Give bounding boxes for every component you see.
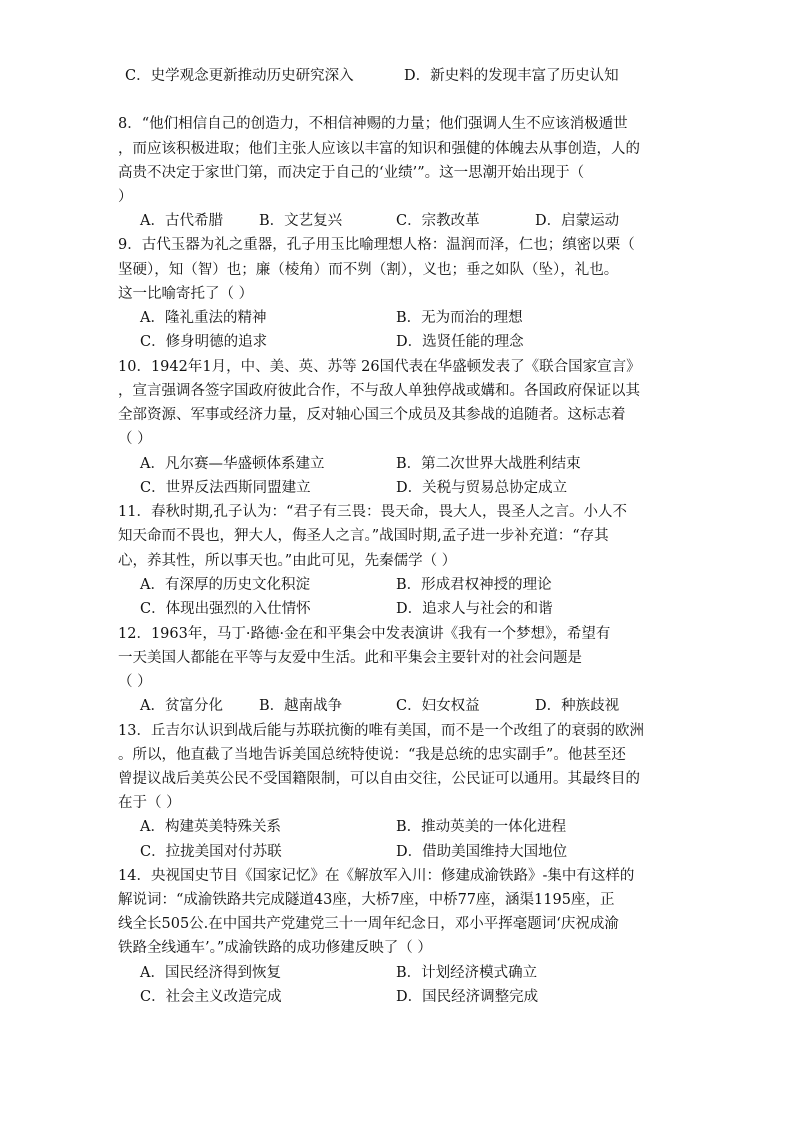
option-c: C．社会主义改造完成 — [140, 989, 282, 1005]
option-c: C．修身明德的追求 — [140, 334, 268, 350]
question-stem-line: 14．央视国史节目《国家记忆》在《解放军入川：修建成渝铁路》-集中有这样的 — [118, 868, 635, 884]
option-a: A．有深厚的历史文化积淀 — [140, 577, 310, 593]
question-stem-line: ） — [118, 189, 133, 205]
question-stem-line: 知天命而不畏也，狎大人，侮圣人之言。”战国时期,孟子进一步补充道：“存其 — [118, 528, 609, 544]
question-stem-line: 。所以，他直截了当地告诉美国总统特使说：“我是总统的忠实副手”。他甚至还 — [118, 747, 626, 763]
option-c: C．世界反法西斯同盟建立 — [140, 480, 311, 496]
question-stem-line: 9．古代玉器为礼之重器，孔子用玉比喻理想人格：温润而泽，仁也；缜密以栗（ — [118, 237, 635, 253]
option-b: B．形成君权神授的理论 — [396, 577, 552, 593]
question-stem-line: （ ） — [118, 431, 152, 447]
question-stem-line: ，宣言强调各签字国政府彼此合作，不与敌人单独停战或媾和。各国政府保证以其 — [118, 383, 640, 399]
option-a: A．贫富分化 — [140, 698, 223, 714]
option-c: C．体现出强烈的入仕情怀 — [140, 601, 311, 617]
question-stem-line: 8．“他们相信自己的创造力，不相信神赐的力量；他们强调人生不应该消极遁世 — [118, 116, 628, 132]
option-c: C．妇女权益 — [396, 698, 480, 714]
option-d: D．启蒙运动 — [535, 213, 620, 229]
option-b: B．计划经济模式确立 — [396, 965, 538, 981]
question-stem-line: 线全长505公.在中国共产党建党三十一周年纪念日，邓小平挥毫题词‘庆祝成渝 — [118, 916, 619, 932]
option-a: A．凡尔赛—华盛顿体系建立 — [140, 456, 325, 472]
option-d-prev: D．新史料的发现丰富了历史认知 — [404, 68, 619, 84]
option-b: B．文艺复兴 — [259, 213, 343, 229]
question-stem-line: 心，养其性，所以事天也。”由此可见，先秦儒学（ ） — [118, 553, 457, 569]
question-stem-line: （ ） — [118, 674, 152, 690]
option-d: D．关税与贸易总协定成立 — [396, 480, 568, 496]
option-a: A．古代希腊 — [140, 213, 223, 229]
option-d: D．追求人与社会的和谐 — [396, 601, 553, 617]
option-b: B．推动英美的一体化进程 — [396, 819, 567, 835]
option-b: B．第二次世界大战胜利结束 — [396, 456, 581, 472]
question-stem-line: 10．1942年1月，中、美、英、苏等 26国代表在华盛顿发表了《联合国家宣言》 — [118, 359, 641, 375]
option-a: A．隆礼重法的精神 — [140, 310, 267, 326]
option-b: B．无为而治的理想 — [396, 310, 523, 326]
option-a: A．构建英美特殊关系 — [140, 819, 281, 835]
question-stem-line: 一天美国人都能在平等与友爱中生活。此和平集会主要针对的社会问题是 — [118, 650, 582, 666]
option-b: B．越南战争 — [259, 698, 343, 714]
option-d: D．借助美国维持大国地位 — [396, 844, 568, 860]
option-d: D．国民经济调整完成 — [396, 989, 539, 1005]
question-stem-line: 曾提议战后美英公民不受国籍限制，可以自由交往，公民证可以通用。其最终目的 — [118, 771, 640, 787]
option-a: A．国民经济得到恢复 — [140, 965, 281, 981]
question-stem-line: ，而应该积极进取；他们主张人应该以丰富的知识和强健的体魄去从事创造，人的 — [118, 141, 640, 157]
question-stem-line: 这一比喻寄托了（ ） — [118, 286, 254, 302]
question-stem-line: 坚硬），知（智）也；廉（棱角）而不刿（割），义也；垂之如队（坠），礼也。 — [118, 262, 619, 278]
option-c: C．拉拢美国对付苏联 — [140, 844, 282, 860]
option-c-prev: C．史学观念更新推动历史研究深入 — [125, 68, 354, 84]
question-stem-line: 解说词：“成渝铁路共完成隧道43座，大桥7座，中桥77座，涵渠1195座，正 — [118, 892, 615, 908]
question-stem-line: 高贵不决定于家世门第，而决定于自己的‘业绩’”。这一思潮开始出现于（ — [118, 165, 585, 181]
question-stem-line: 11．春秋时期,孔子认为：“君子有三畏：畏天命，畏大人，畏圣人之言。小人不 — [118, 504, 627, 520]
question-stem-line: 铁路全线通车’。”成渝铁路的成功修建反映了（ ） — [118, 940, 432, 956]
question-stem-line: 全部资源、军事或经济力量，反对轴心国三个成员及其参战的追随者。这标志着 — [118, 407, 626, 423]
option-d: D．选贤任能的理念 — [396, 334, 524, 350]
question-stem-line: 12．1963年，马丁·路德·金在和平集会中发表演讲《我有一个梦想》，希望有 — [118, 626, 611, 642]
question-stem-line: 在于（ ） — [118, 795, 181, 811]
option-c: C．宗教改革 — [396, 213, 480, 229]
option-d: D．种族歧视 — [535, 698, 620, 714]
question-stem-line: 13．丘吉尔认识到战后能与苏联抗衡的唯有美国，而不是一个改组了的衰弱的欧洲 — [118, 723, 644, 739]
